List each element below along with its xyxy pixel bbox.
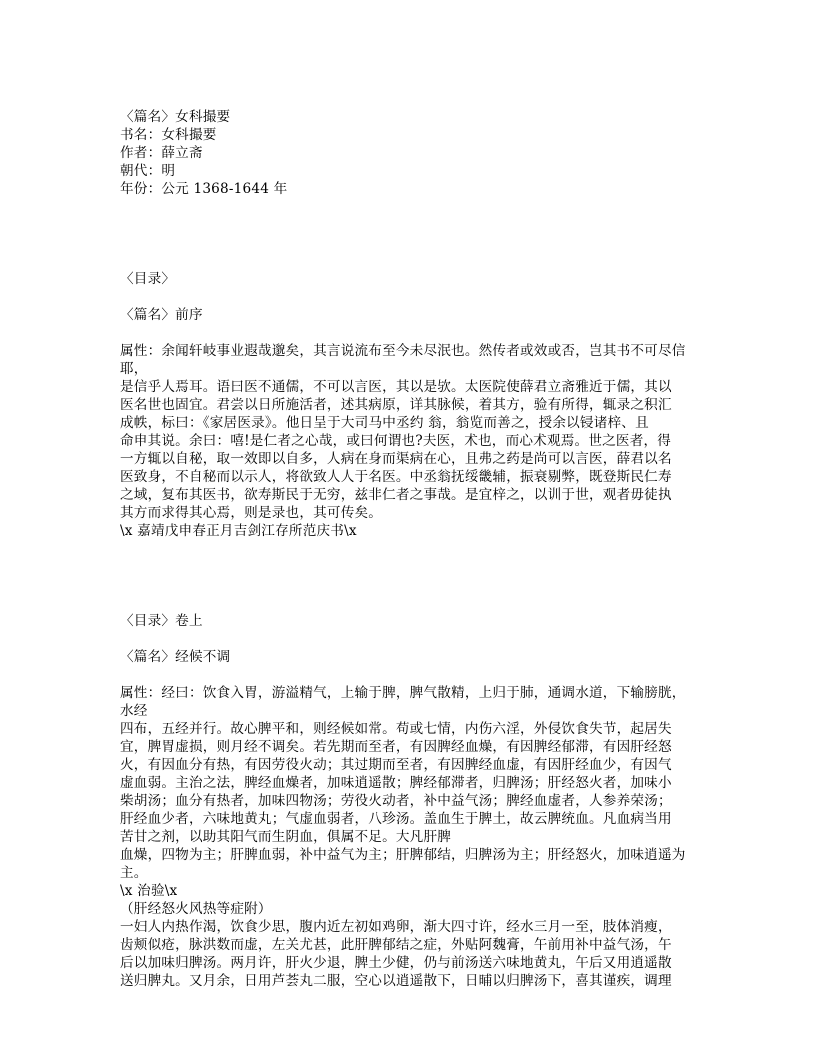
body-line: 耶，	[120, 361, 148, 377]
body-line: 主。	[120, 865, 148, 881]
body-line: 一妇人内热作渴，饮食少思，腹内近左初如鸡卵，渐大四寸许，经水三月一至，肢体消瘦，	[120, 919, 672, 935]
title-line: 〈篇名〉女科撮要	[120, 109, 231, 125]
body-line: 苦甘之剂，以助其阳气而生阴血，俱属不足。大凡肝脾	[120, 829, 452, 845]
body-line: 后以加味归脾汤。两月许，肝火少退，脾土少健，仍与前汤送六味地黄丸，午后又用逍遥散	[120, 955, 672, 971]
body-line: 四布，五经并行。故心脾平和，则经候如常。苟或七情，内伤六淫，外侵饮食失节，起居失	[120, 721, 672, 737]
section-preface	[120, 270, 720, 540]
body-line: 属性：经曰：饮食入胃，游溢精气，上输于脾，脾气散精，上归于肺，通调水道，下输膀胱，	[120, 685, 686, 701]
body-line: 属性：余闻轩岐事业遐哉邈矣，其言说流布至今未尽泯也。然传者或效或否，岂其书不可尽信	[120, 343, 686, 359]
toc-heading: 〈目录〉	[120, 271, 176, 287]
body-line: 火，有因血分有热，有因劳役火动；其过期而至者，有因脾经血虚，有因肝经血少，有因气	[120, 757, 672, 773]
body-line: 柴胡汤；血分有热者，加味四物汤；劳役火动者，补中益气汤；脾经血虚者，人参养荣汤；	[120, 793, 672, 809]
body-line: 一方辄以自秘，取一效即以自多，人病在身而渠病在心，且弗之药是尚可以言医，薛君以名	[120, 451, 672, 467]
body-line: 命申其说。余曰：嘻!是仁者之心哉，或曰何谓也?夫医，术也，而心术观焉。世之医者，得	[120, 433, 672, 449]
document-header	[120, 108, 720, 198]
preface-body	[120, 342, 720, 540]
signature-line: \x 嘉靖戊申春正月吉剑江存所范庆书\x	[120, 523, 357, 539]
chapter-heading: 〈篇名〉前序	[120, 307, 203, 323]
body-line: 虚血弱。主治之法，脾经血燥者，加味逍遥散；脾经郁滞者，归脾汤；肝经怒火者，加味小	[120, 775, 672, 791]
chapter-body	[120, 684, 720, 990]
case-subheading: （肝经怒火风热等症附）	[120, 901, 272, 917]
body-line: 成帙，标曰：《家居医录》。他日呈于大司马中丞约 翁，翁览而善之，授余以锓诸梓、且	[120, 415, 649, 431]
dynasty: 朝代：明	[120, 163, 176, 179]
body-line: 之域，复布其医书，欲寿斯民于无穷，兹非仁者之事哉。是宜梓之，以训于世，观者毋徒执	[120, 487, 672, 503]
body-line: 其方而求得其心焉，则是录也，其可传矣。	[120, 505, 383, 521]
spacer	[120, 198, 720, 270]
book-name: 书名：女科撮要	[120, 127, 217, 143]
body-line: 送归脾丸。又月余，日用芦荟丸二服，空心以逍遥散下，日晡以归脾汤下，喜其谨疾，调理	[120, 973, 672, 989]
body-line: 水经	[120, 703, 148, 719]
body-line: 肝经血少者，六味地黄丸；气虚血弱者，八珍汤。盖血生于脾土，故云脾统血。凡血病当用	[120, 811, 672, 827]
body-line: 医名世也固宜。君尝以日所施活者，述其病原，详其脉候，着其方，验有所得，辄录之积汇	[120, 397, 672, 413]
toc-heading: 〈目录〉卷上	[120, 613, 203, 629]
section-volume-1	[120, 612, 720, 990]
spacer	[120, 540, 720, 612]
body-line: 医致身，不自秘而以示人，将欲致人人于名医。中丞翁抚绥畿辅，振衰剔弊，既登斯民仁寿	[120, 469, 672, 485]
document-page	[120, 108, 720, 990]
case-heading: \x 治验\x	[120, 883, 178, 899]
body-line: 宜，脾胃虚损，则月经不调矣。若先期而至者，有因脾经血燥，有因脾经郁滞，有因肝经怒	[120, 739, 672, 755]
years: 年份：公元 1368-1644 年	[120, 181, 288, 197]
body-line: 血燥，四物为主；肝脾血弱，补中益气为主；肝脾郁结，归脾汤为主；肝经怒火，加味逍遥为	[120, 847, 686, 863]
author: 作者：薛立斋	[120, 145, 203, 161]
body-line: 齿颊似疮，脉洪数而虚，左关尤甚，此肝脾郁结之症，外贴阿魏膏，午前用补中益气汤，午	[120, 937, 672, 953]
chapter-heading: 〈篇名〉经候不调	[120, 649, 231, 665]
body-line: 是信乎人焉耳。语曰医不通儒，不可以言医，其以是欤。太医院使薛君立斋雅近于儒，其以	[120, 379, 672, 395]
